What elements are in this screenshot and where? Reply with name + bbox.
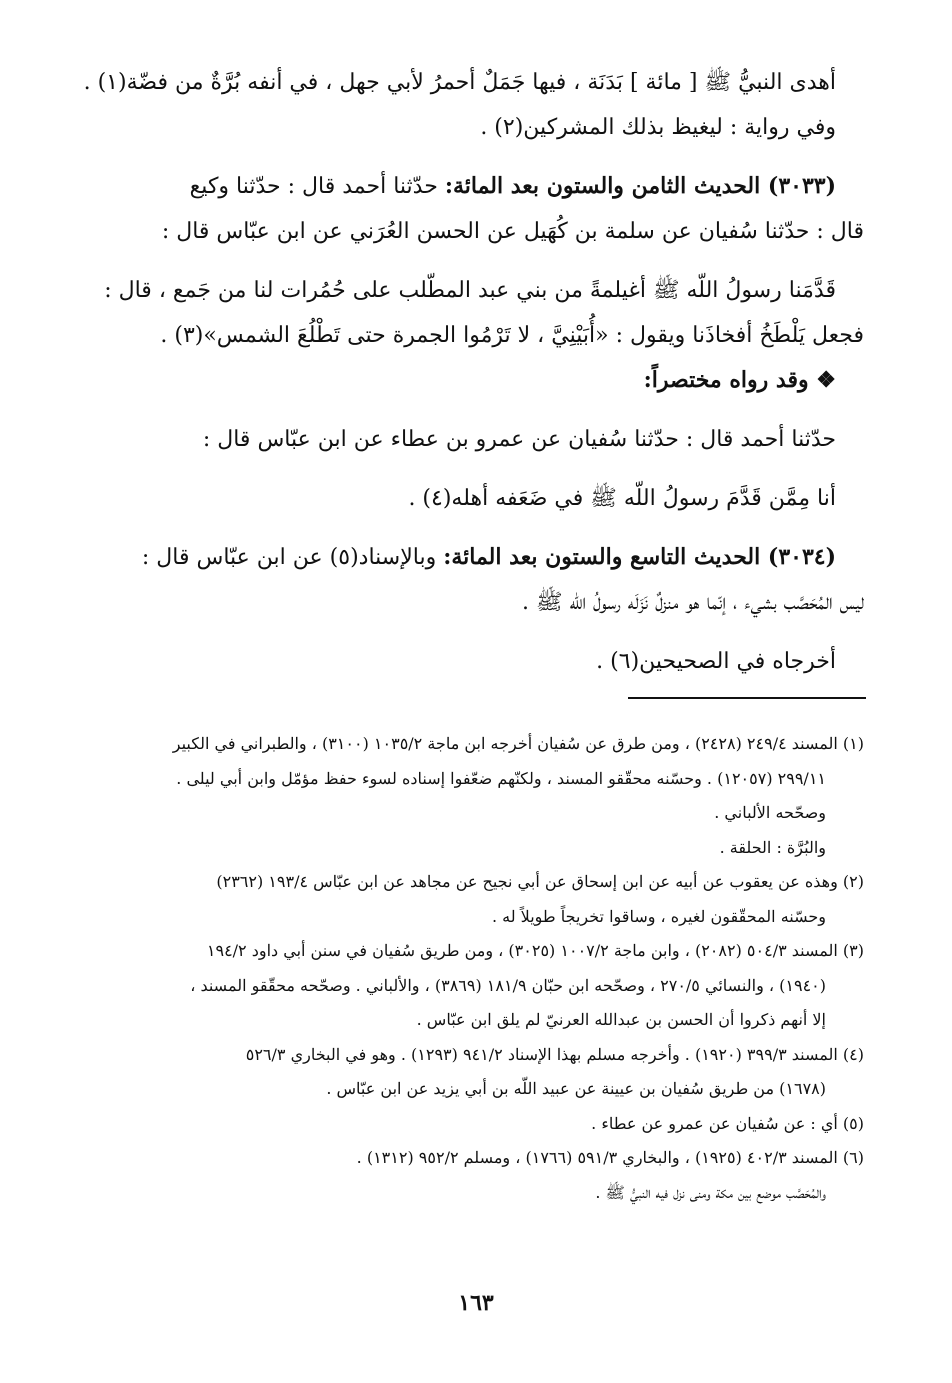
text-line: قال : حدّثنا سُفيان عن سلمة بن كُهَيل عن الحسن العُرَني عن ابن عبّاس قال :	[161, 219, 864, 244]
footnote-line: (٦) المسند ٤٠٢/٣ (١٩٢٥) ، والبخاري ٥٩١/٣ (١٧٦٦) ، ومسلم ٩٥٢/٢ (١٣١٢) .	[356, 1148, 864, 1167]
hadith-heading-line	[100, 535, 864, 580]
footnote-line: والمُحَصَّب موضع بين مكة ومنى نزل فيه النبيُّ ﷺ .	[595, 1182, 826, 1202]
section-heading-line	[100, 358, 864, 403]
footnote-line: (١٦٧٨) من طريق سُفيان بن عيينة عن عبيد اللّه بن أبي يزيد عن ابن عبّاس .	[326, 1079, 826, 1098]
footnote-line: (٣) المسند ٥٠٤/٣ (٢٠٨٢) ، وابن ماجة ١٠٠٧/٢ (٣٠٢٥) ، ومن طريق سُفيان في سنن أبي داود ١٩٤/٢	[206, 941, 864, 960]
page-number: ١٦٣	[458, 1290, 494, 1316]
text-line: حدّثنا أحمد قال : حدّثنا سُفيان عن عمرو بن عطاء عن ابن عبّاس قال :	[202, 427, 836, 452]
footnote-line: (١) المسند ٢٤٩/٤ (٢٤٢٨) ، ومن طرق عن سُفيان أخرجه ابن ماجة ١٠٣٥/٢ (٣١٠٠) ، والطبراني في الكبير	[172, 734, 864, 753]
heading-continuation: حدّثنا أحمد قال : حدّثنا وكيع	[189, 174, 438, 199]
text-line: أهدى النبيُّ ﷺ [ مائة ] بَدَنَة ، فيها جَمَلٌ أحمرُ لأبي جهل ، في أنفه بُرَّةٌ من فضّة(١) .	[83, 70, 836, 95]
text-line: قَدَّمَنا رسولُ اللّه ﷺ أغيلمةً من بني عبد المطّلب على حُمُرات لنا من جَمع ، قال :	[104, 278, 836, 303]
footnote-line: ٢٩٩/١١ (١٢٠٥٧) . وحسّنه محقّقو المسند ، ولكنّهم ضعّفوا إسناده لسوء حفظ مؤمّل وابن أبي ليلى .	[176, 768, 826, 788]
footnote-line: (٥) أي : عن سُفيان عن عمرو عن عطاء .	[591, 1113, 864, 1133]
footnote-line: (٤) المسند ٣٩٩/٣ (١٩٢٠) . وأخرجه مسلم بهذا الإسناد ٩٤١/٢ (١٢٩٣) . وهو في البخاري ٥٢٦/٣	[245, 1044, 864, 1064]
footnote-line: إلا أنهم ذكروا أن الحسن بن عبدالله العرنيّ لم يلق ابن عبّاس .	[416, 1010, 826, 1029]
footnote-line: (٢) وهذه عن يعقوب عن أبيه عن ابن إسحاق عن أبي نجيح عن مجاهد عن ابن عبّاس ١٩٣/٤ (٢٣٦٢)	[216, 872, 864, 891]
footnotes	[100, 727, 864, 1210]
footnote-divider	[628, 697, 866, 699]
footnote-line: وصحّحه الألباني .	[714, 803, 826, 822]
text-line: أنا مِمَّن قَدَّمَ رسولُ اللّه ﷺ في ضَعَفه أهله(٤) .	[408, 486, 836, 511]
main-text	[83, 60, 864, 684]
section-heading: ❖ وقد رواه مختصراً:	[643, 367, 836, 393]
hadith-heading: (٣٠٣٣) الحديث الثامن والستون بعد المائة:	[444, 173, 836, 199]
text-line: وفي رواية : ليغيظ بذلك المشركين(٢) .	[480, 115, 836, 140]
text-line: أخرجاه في الصحيحين(٦) .	[596, 649, 836, 674]
hadith-heading: (٣٠٣٤) الحديث التاسع والستون بعد المائة:	[443, 544, 836, 570]
text-line: ليس المُحَصَّب بشيء ، إنّما هو منزلٌ نَزَلَه رسولُ اللّه ﷺ .	[522, 590, 864, 615]
hadith-heading-line	[100, 164, 864, 209]
heading-continuation: وبالإسناد(٥) عن ابن عبّاس قال :	[141, 545, 437, 570]
footnote-line: وحسّنه المحقّقون لغيره ، وساقوا تخريجاً طويلاً له .	[491, 906, 826, 926]
footnote-line: (١٩٤٠) ، والنسائي ٢٧٠/٥ ، وصحّحه ابن حبّان ١٨١/٩ (٣٨٦٩) ، والألباني . وصحّحه محقّقو المسند ،	[190, 975, 826, 995]
footnote-line: والبُرَّة : الحلقة .	[719, 837, 826, 857]
text-line: فجعل يَلْطَخُ أفخاذَنا ويقول : «أُبَيْنِيَّ ، لا تَرْمُوا الجمرة حتى تَطْلُعَ الشمس»(٣) .	[160, 323, 864, 348]
